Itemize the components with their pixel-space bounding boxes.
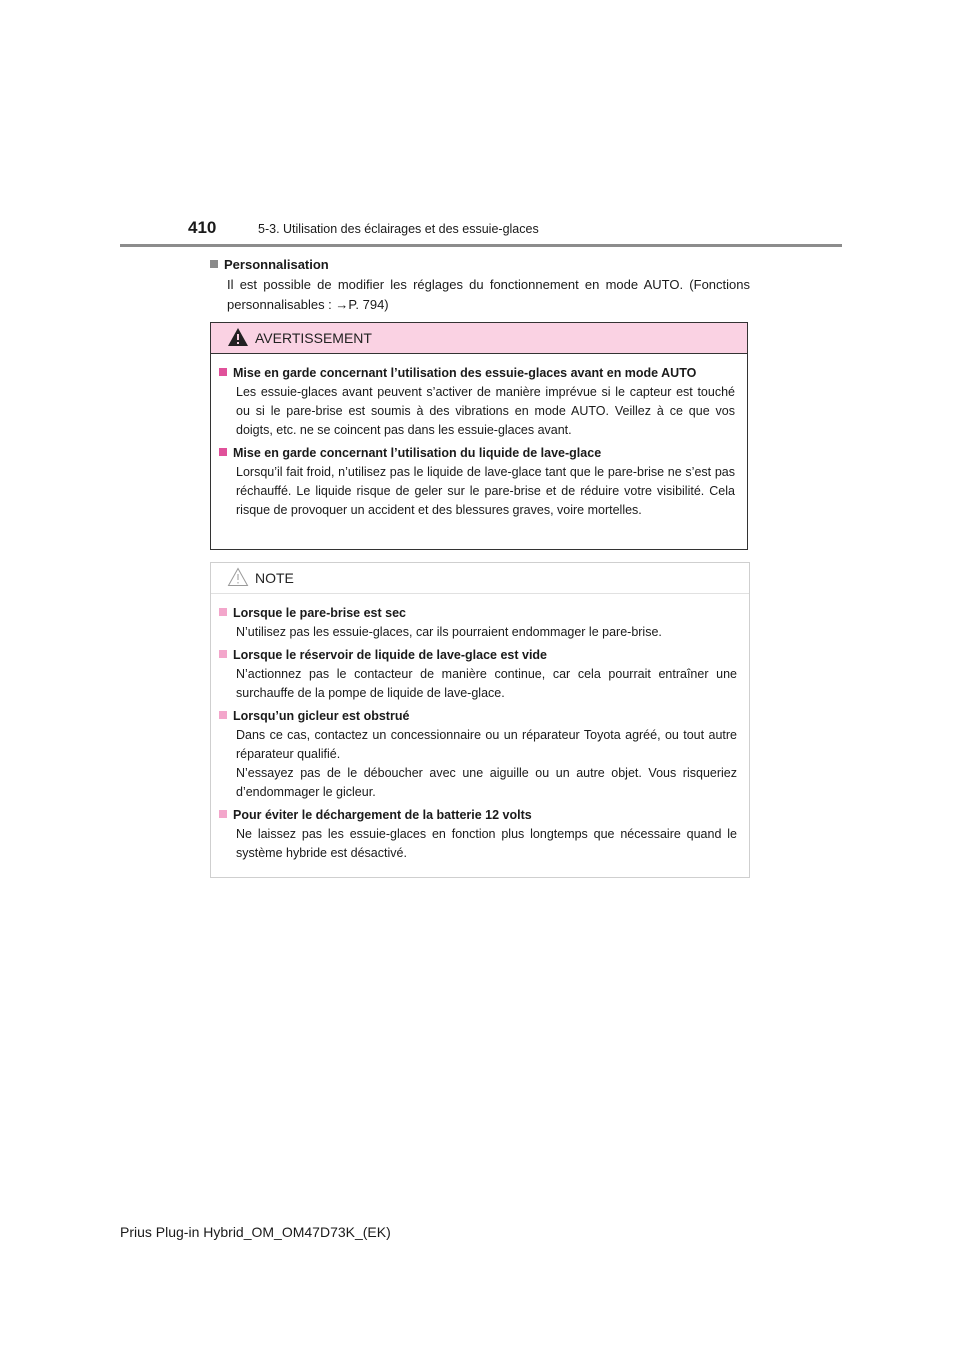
warning-item-heading-row — [219, 444, 735, 463]
note-box — [210, 562, 750, 878]
warning-item — [219, 444, 735, 520]
square-bullet-icon — [210, 260, 218, 268]
warning-item-text: Lorsqu’il fait froid, n’utilisez pas le liquide de lave-glace tant que le pare-brise ne s’est pas réchauffé. Le liquide risque de geler sur le pare-brise et de réduire votre visibilité. Cela risque de provoquer un accident et des blessures graves, voire mortelles. — [236, 465, 735, 517]
note-item-heading: Lorsque le réservoir de liquide de lave-glace est vide — [233, 648, 548, 662]
square-bullet-icon — [219, 608, 227, 616]
note-item-heading: Lorsque le pare-brise est sec — [233, 606, 406, 620]
note-header — [211, 563, 749, 594]
note-item-text-2: N’essayez pas de le déboucher avec une aiguille ou un autre objet. Vous risqueriez d’endommager le gicleur. — [236, 766, 737, 799]
note-item — [219, 604, 737, 642]
note-item — [219, 646, 737, 703]
warning-box — [210, 322, 748, 550]
note-item-text: Ne laissez pas les essuie-glaces en fonction plus longtemps que nécessaire quand le système hybride est désactivé. — [236, 827, 737, 860]
square-bullet-icon — [219, 810, 227, 818]
note-item — [219, 806, 737, 863]
square-bullet-icon — [219, 711, 227, 719]
warning-header — [211, 323, 747, 354]
note-item-heading-row — [219, 646, 737, 665]
warning-body — [211, 354, 747, 520]
warning-triangle-icon — [227, 327, 249, 347]
note-item-heading-row — [219, 604, 737, 623]
note-item-text: N’utilisez pas les essuie-glaces, car ils pourraient endommager le pare-brise. — [236, 625, 662, 639]
warning-item-heading-row — [219, 364, 735, 383]
note-item-heading: Pour éviter le déchargement de la batterie 12 volts — [233, 808, 532, 822]
intro-heading: Personnalisation — [224, 257, 329, 272]
warning-item-text: Les essuie-glaces avant peuvent s’activer de manière imprévue si le capteur est touché ou si le pare-brise est soumis à des vibrations en mode AUTO. Veillez à ce que vos doigts, etc. ne se coincent pas dans les essuie-glaces avant. — [236, 385, 735, 437]
intro-heading-row — [210, 255, 750, 275]
page-number: 410 — [188, 218, 217, 237]
warning-title: AVERTISSEMENT — [255, 330, 372, 346]
note-item-text: Dans ce cas, contactez un concessionnaire ou un réparateur Toyota agréé, ou tout autre réparateur qualifié. — [236, 728, 737, 761]
note-item-heading-row — [219, 806, 737, 825]
note-item-heading-row — [219, 707, 737, 726]
note-item-text: N’actionnez pas le contacteur de manière continue, car cela pourrait entraîner une surchauffe de la pompe de liquide de lave-glace. — [236, 667, 737, 700]
note-body — [211, 594, 749, 863]
note-item — [219, 707, 737, 802]
note-item-heading: Lorsqu’un gicleur est obstrué — [233, 709, 410, 723]
caution-triangle-icon — [227, 567, 249, 587]
intro-text: Il est possible de modifier les réglages du fonctionnement en mode AUTO. (Fonctions personnalisables : →P. 794) — [227, 277, 750, 312]
square-bullet-icon — [219, 368, 227, 376]
intro-section — [210, 255, 750, 315]
warning-item-heading: Mise en garde concernant l’utilisation des essuie-glaces avant en mode AUTO — [233, 366, 697, 380]
square-bullet-icon — [219, 650, 227, 658]
note-title: NOTE — [255, 570, 294, 586]
warning-item — [219, 364, 735, 440]
section-title: 5-3. Utilisation des éclairages et des essuie-glaces — [258, 222, 539, 236]
square-bullet-icon — [219, 448, 227, 456]
warning-item-heading: Mise en garde concernant l’utilisation du liquide de lave-glace — [233, 446, 602, 460]
footer-model-code: Prius Plug-in Hybrid_OM_OM47D73K_(EK) — [120, 1224, 391, 1240]
header-rule — [120, 244, 842, 247]
